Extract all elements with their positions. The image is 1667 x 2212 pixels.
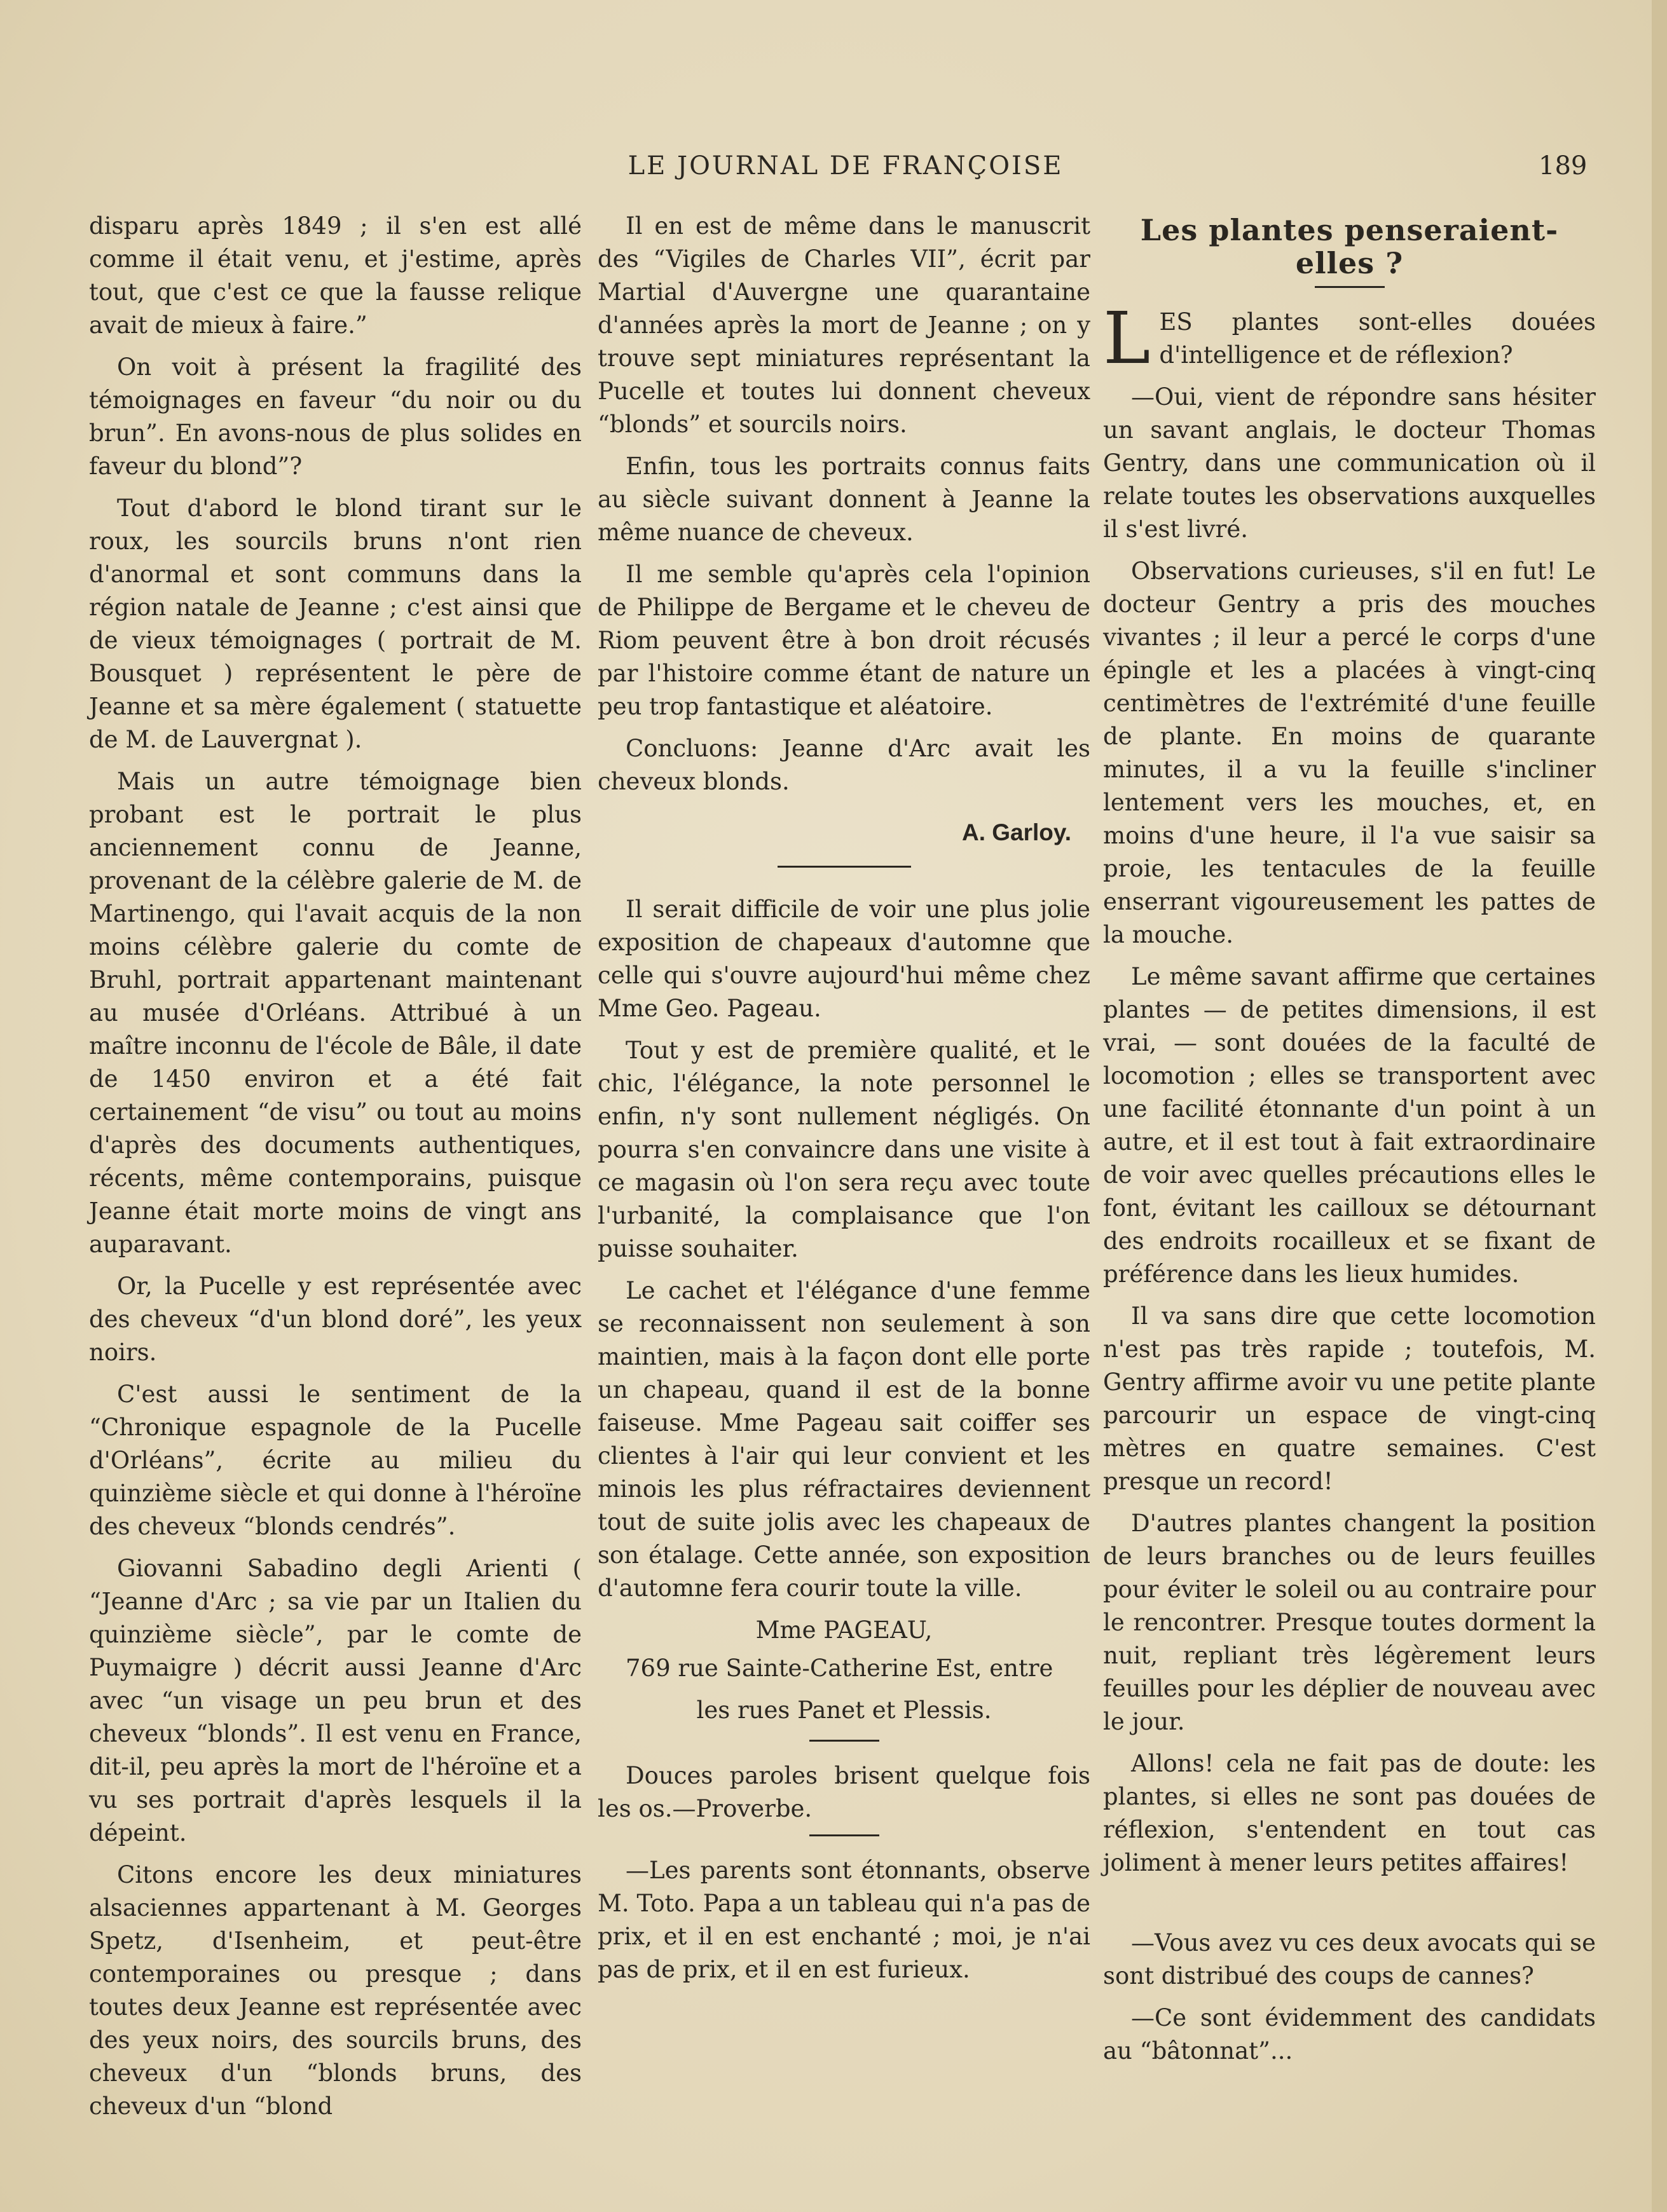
- ad-paragraph: Il serait difficile de voir une plus jolie exposition de chapeaux d'automne que celle qui s'ouvre aujourd'hui même chez Mme Geo. Pageau.: [598, 896, 1090, 1022]
- paragraph: On voit à présent la fragilité des témoignages en faveur “du noir ou du brun”. En avons-nous de plus solides en faveur du blond”?: [89, 353, 582, 480]
- paragraph: Enfin, tous les portraits connus faits au siècle suivant donnent à Jeanne la même nuance de cheveux.: [598, 453, 1090, 546]
- joke-line: —Vous avez vu ces deux avocats qui se sont distribué des coups de cannes?: [1103, 1929, 1596, 1990]
- spacer: [1103, 1888, 1596, 1927]
- paragraph: Or, la Pucelle y est représentée avec des cheveux “d'un blond doré”, les yeux noirs.: [89, 1273, 582, 1366]
- section-divider: [809, 1740, 879, 1742]
- lead-text: ES plantes sont-elles douées d'intelligence et de réflexion?: [1159, 308, 1596, 369]
- author-signature: A. Garloy.: [961, 819, 1071, 845]
- page-edge: [1652, 0, 1667, 2212]
- paragraph: Giovanni Sabadino degli Arienti ( “Jeanne d'Arc ; sa vie par un Italien du quinzième siècle”, par le comte de Puymaigre ) décrit aussi Jeanne d'Arc avec “un visage un peu brun et des cheveux “blonds”. Il est venu en France, dit-il, peu après la mort de l'héroïne et a vu ses portrait d'après lesquels il la dépeint.: [89, 1555, 582, 1847]
- paragraph: Il en est de même dans le manuscrit des “Vigiles de Charles VII”, écrit par Martial d'Auvergne une quarantaine d'années après la mort de Jeanne ; on y trouve sept miniatures représentant la Pucelle et toutes lui donnent cheveux “blonds” et sourcils noirs.: [598, 212, 1090, 438]
- paragraph: Mais un autre témoignage bien probant est le portrait le plus anciennement connu de Jeanne, provenant de la célèbre galerie de M. de Martinengo, qui l'avait acquis de la non moins célèbre galerie du comte de Bruhl, portrait appartenant maintenant au musée d'Orléans. Attribué à un maître inconnu de l'école de Bâle, il date de 1450 environ et a été fait certainement “de visu” ou tout au moins d'après des documents authentiques, récents, même contemporains, puisque Jeanne était morte moins de vingt ans auparavant.: [89, 768, 582, 1258]
- column-1: [89, 210, 582, 2132]
- paragraph: disparu après 1849 ; il s'en est allé comme il était venu, et j'estime, après tout, que c'est ce que la fausse relique avait de mieux à faire.”: [89, 212, 582, 339]
- paragraph: Citons encore les deux miniatures alsaciennes appartenant à M. Georges Spetz, d'Isenheim, et peut-être contemporaines ou presque ; dans toutes deux Jeanne est représentée avec des yeux noirs, des sourcils bruns, des cheveux d'un “blonds bruns, des cheveux d'un “blond: [89, 1861, 582, 2120]
- running-header: LE JOURNAL DE FRANÇOISE: [628, 151, 1064, 181]
- paragraph: Observations curieuses, s'il en fut! Le docteur Gentry a pris des mouches vivantes ; il leur a percé le corps d'une épingle et les a placées à vingt-cinq centimètres de l'extrémité d'une feuille de plante. En moins de quarante minutes, il a vu la feuille s'incliner lentement vers les mouches, et, en moins d'une heure, il l'a vue saisir sa proie, les tentacules de la feuille enserrant vigoureusement les pattes de la mouche.: [1103, 557, 1596, 948]
- ad-address-line: 769 rue Sainte-Catherine Est, entre: [626, 1655, 1053, 1682]
- section-divider: [778, 866, 911, 868]
- paragraph: Il me semble qu'après cela l'opinion de Philippe de Bergame et le cheveu de Riom peuvent être à bon droit récusés par l'histoire comme étant de nature un peu trop fantastique et aléatoire.: [598, 561, 1090, 720]
- joke: —Les parents sont étonnants, observe M. Toto. Papa a un tableau qui n'a pas de prix, et il en est enchanté ; moi, je n'ai pas de prix, et il en est furieux.: [598, 1857, 1090, 1983]
- paragraph: Il va sans dire que cette locomotion n'est pas très rapide ; toutefois, M. Gentry affirme avoir vu une petite plante parcourir un espace de vingt-cinq mètres en quatre semaines. C'est presque un record!: [1103, 1302, 1596, 1495]
- article-lead-paragraph: [1103, 297, 1596, 380]
- section-divider: [809, 1834, 879, 1836]
- drop-cap: L: [1103, 297, 1151, 380]
- paragraph: Allons! cela ne fait pas de doute: les plantes, si elles ne sont pas douées de réflexion, s'entendent en tout cas joliment à mener leurs petites affaires!: [1103, 1750, 1596, 1876]
- paragraph: Le même savant affirme que certaines plantes — de petites dimensions, il est vrai, — sont douées de la faculté de locomotion ; elles se transportent avec une facilité étonnante d'un point à un autre, et il est tout à fait extraordinaire de voir avec quelles précautions elles le font, évitant les cailloux se détournant des endroits rocailleux et se fixant de préférence dans les lieux humides.: [1103, 963, 1596, 1288]
- ad-paragraph: Le cachet et l'élégance d'une femme se reconnaissent non seulement à son maintien, mais à la façon dont elle porte un chapeau, quand il est de la bonne faiseuse. Mme Pageau sait coiffer ses clientes à l'air qui leur convient et les minois les plus réfractaires deviennent tout de suite jolis avec les chapeaux de son étalage. Cette année, son exposition d'automne fera courir toute la ville.: [598, 1277, 1090, 1602]
- joke-line: —Ce sont évidemment des candidats au “bâtonnat”...: [1103, 2004, 1596, 2065]
- paragraph: D'autres plantes changent la position de leurs branches ou de leurs feuilles pour éviter le soleil ou au contraire pour le rencontrer. Presque toutes dorment la nuit, repliant très légèrement leurs feuilles pour les déplier de nouveau avec le jour.: [1103, 1510, 1596, 1735]
- column-2: [598, 210, 1090, 1995]
- ad-paragraph: Tout y est de première qualité, et le chic, l'élégance, la note personnel le enfin, n'y sont nullement négligés. On pourra s'en convaincre dans une visite à ce magasin où l'on sera reçu avec toute l'urbanité, la complaisance que l'on puisse souhaiter.: [598, 1037, 1090, 1262]
- paragraph: C'est aussi le sentiment de la “Chronique espagnole de la Pucelle d'Orléans”, écrite au milieu du quinzième siècle et qui donne à l'héroïne des cheveux “blonds cendrés”.: [89, 1381, 582, 1540]
- column-3: [1103, 210, 1596, 2077]
- page-number: 189: [1539, 151, 1588, 181]
- proverb: Douces paroles brisent quelque fois les os.—Proverbe.: [598, 1762, 1090, 1822]
- ad-merchant-name: Mme PAGEAU,: [755, 1616, 933, 1644]
- article-title: Les plantes penseraient-elles ?: [1140, 213, 1559, 280]
- title-divider: [1315, 286, 1385, 288]
- paragraph: Concluons: Jeanne d'Arc avait les cheveux blonds.: [598, 735, 1090, 795]
- paragraph: Tout d'abord le blond tirant sur le roux, les sourcils bruns n'ont rien d'anormal et sont communs dans la région natale de Jeanne ; c'est ainsi que de vieux témoignages ( portrait de M. Bousquet ) représentent le père de Jeanne et sa mère également ( statuette de M. de Lauvergnat ).: [89, 495, 582, 753]
- paragraph: —Oui, vient de répondre sans hésiter un savant anglais, le docteur Thomas Gentry, dans une communication où il relate toutes les observations auxquelles il s'est livré.: [1103, 383, 1596, 543]
- ad-address-line: les rues Panet et Plessis.: [696, 1697, 992, 1724]
